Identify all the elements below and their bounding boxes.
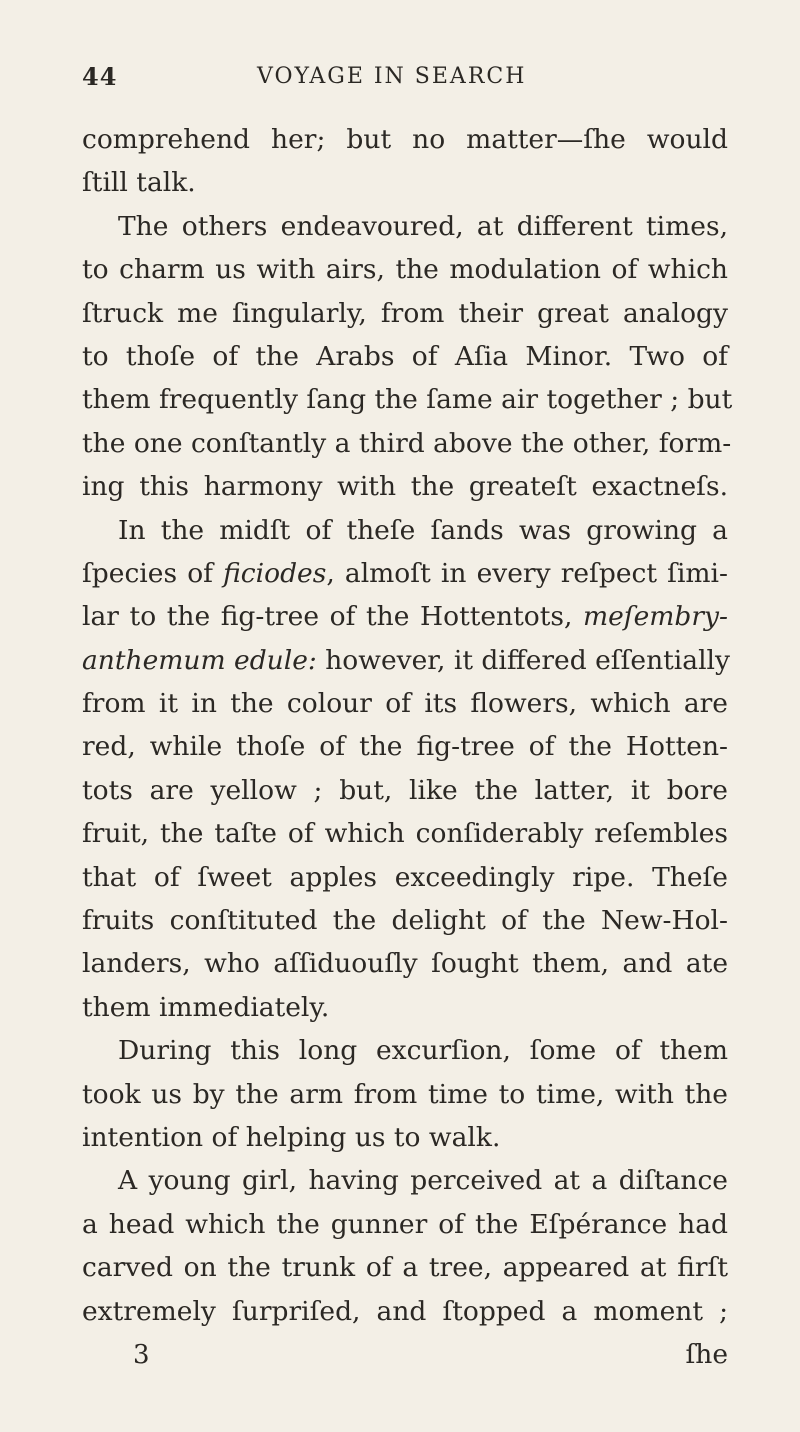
text-line	[82, 595, 728, 638]
text-line: them frequently ſang the ſame air together ; but	[82, 384, 733, 416]
text-line: tots are yellow ; but, like the latter, it bore	[82, 774, 728, 806]
text-line: fruit, the taſte of which conſiderably reſembles	[82, 818, 728, 850]
text-line	[82, 639, 731, 682]
text-line: to thoſe of the Arabs of Aſia Minor. Two of	[82, 340, 728, 372]
text-line: ing this harmony with the greateſt exactneſs.	[82, 471, 728, 503]
text-run: lar to the fig-tree of the Hottentots,	[82, 601, 583, 633]
text-line: a head which the gunner of the Eſpérance had	[82, 1208, 728, 1240]
text-line: landers, who aſſiduouſly ſought them, and ate	[82, 948, 728, 980]
page-header	[82, 62, 722, 92]
text-run: however, it differed eſſentially	[316, 644, 731, 676]
italic-term: meſembry-	[583, 601, 728, 633]
text-line: them immediately.	[82, 991, 330, 1023]
text-line: During this long excurſion, ſome of them	[118, 1035, 728, 1067]
text-line: intention of helping us to walk.	[82, 1121, 501, 1153]
text-line: that of ſweet apples exceedingly ripe. Theſe	[82, 861, 728, 893]
text-line: carved on the trunk of a tree, appeared at firſt	[82, 1252, 728, 1284]
text-line: comprehend her; but no matter—ſhe would	[82, 124, 728, 155]
text-line: from it in the colour of its flowers, which are	[82, 688, 728, 720]
text-line: ſhe	[685, 1338, 728, 1370]
body-text	[82, 118, 733, 1376]
text-run: ſpecies of	[82, 557, 224, 589]
text-line: took us by the arm from time to time, with the	[82, 1078, 728, 1110]
text-line: The others endeavoured, at different times,	[118, 210, 728, 242]
text-line	[82, 552, 728, 595]
text-line: ſtruck me ſingularly, from their great analogy	[82, 297, 728, 329]
text-line: to charm us with airs, the modulation of which	[82, 254, 728, 286]
text-line: ſtill talk.	[82, 167, 196, 199]
italic-term: anthemum edule:	[82, 644, 317, 676]
text-line: In the midſt of theſe ſands was growing a	[118, 514, 728, 546]
signature-mark: 3	[133, 1340, 150, 1370]
italic-term: ficiodes	[223, 557, 327, 589]
running-head: VOYAGE IN SEARCH	[257, 64, 527, 89]
text-line: A young girl, having perceived at a diſtance	[118, 1165, 728, 1197]
text-line: red, while thoſe of the fig-tree of the Hotten-	[82, 731, 728, 763]
page-number: 44	[82, 62, 118, 91]
text-line: the one conſtantly a third above the other, form-	[82, 427, 732, 459]
text-line: fruits conſtituted the delight of the New-Hol-	[82, 905, 728, 937]
text-line: extremely ſurpriſed, and ſtopped a moment ;	[82, 1295, 728, 1327]
text-run: , almoſt in every reſpect ſimi-	[326, 557, 728, 589]
